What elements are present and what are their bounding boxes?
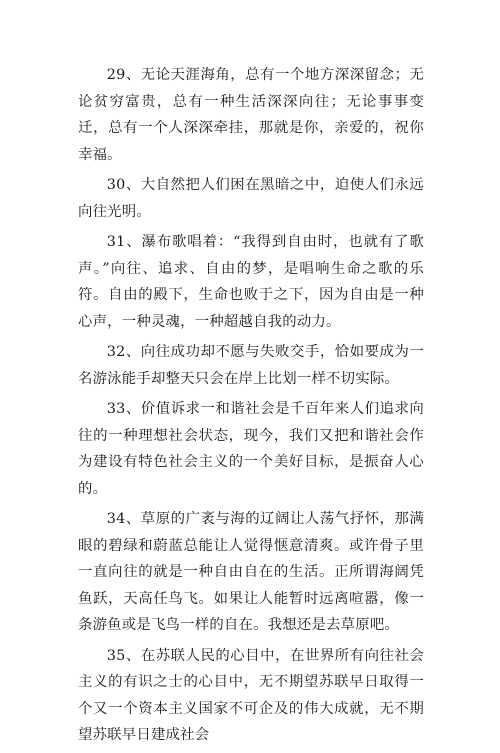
paragraph-35: 35、在苏联人民的心目中，在世界所有向往社会主义的有识之士的心目中，无不期望苏联早日取得一个又一个资本主义国家不可企及的伟大成就，无不期望苏联早日建成社会 xyxy=(78,647,424,743)
paragraph-33: 33、价值诉求一和谐社会是千百年来人们追求向往的一种理想社会状态，现今，我们又把和谐社会作为建设有特色社会主义的一个美好目标，是振奋人心的。 xyxy=(78,401,424,497)
paragraph-30: 30、大自然把人们困在黑暗之中，迫使人们永远向往光明。 xyxy=(78,177,424,220)
paragraph-34: 34、草原的广袤与海的辽阔让人荡气抒怀，那满眼的碧绿和蔚蓝总能让人觉得惬意清爽。或许骨子里一直向往的就是一种自由自在的生活。正所谓海阔凭鱼跃，天高任鸟飞。如果让人能暂时远离喧嚣，像一条游鱼或是飞鸟一样的自在。我想还是去草原吧。 xyxy=(78,511,424,633)
paragraph-32: 32、向往成功却不愿与失败交手，恰如要成为一名游泳能手却整天只会在岸上比划一样不切实际。 xyxy=(78,344,424,387)
paragraph-31: 31、瀑布歌唱着：“我得到自由时，也就有了歌声。”向往、追求、自由的梦，是唱响生命之歌的乐符。自由的殿下，生命也败于之下，因为自由是一种心声，一种灵魂，一种超越自我的动力。 xyxy=(78,234,424,330)
document-body xyxy=(78,62,424,753)
paragraph-29: 29、无论天涯海角，总有一个地方深深留念；无论贫穷富贵，总有一种生活深深向往；无论事事变迁，总有一个人深深牵挂，那就是你，亲爱的，祝你幸福。 xyxy=(78,67,424,163)
